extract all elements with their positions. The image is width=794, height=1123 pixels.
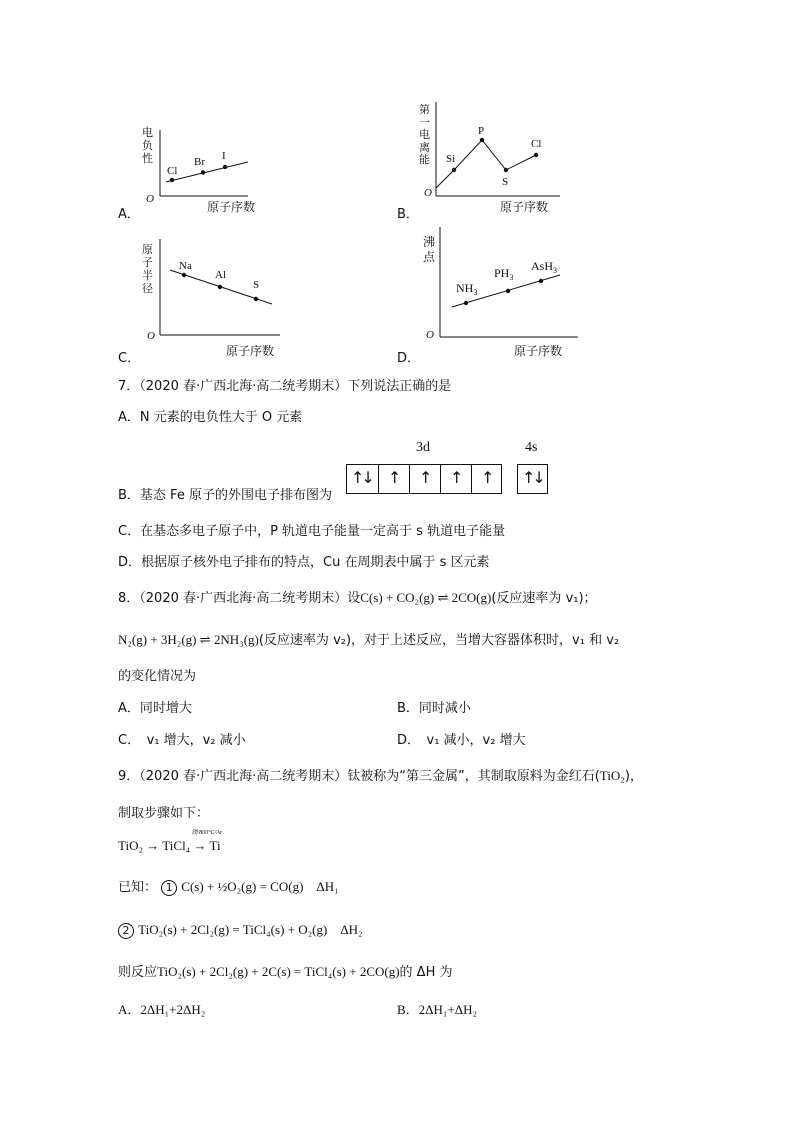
q7-stem: 7．（2020 春·广西北海·高二统考期末）下列说法正确的是	[118, 379, 452, 394]
orbital-3d-box	[409, 465, 439, 493]
q8-stem-line1	[118, 587, 597, 606]
graph-a-point-i	[223, 165, 227, 169]
graph-d-point-nh3	[464, 301, 468, 305]
electron-arrows: ↑↓	[522, 468, 543, 487]
q9-known-eq1	[118, 876, 339, 896]
scheme-ti: Ti	[209, 838, 221, 853]
q9-equation-2: TiO₂(s) + 2Cl₂(g) = TiCl₄(s) + O₂(g) ΔH₂	[138, 922, 363, 937]
q7-option-b: B．基态 Fe 原子的外围电子排布图为	[118, 488, 332, 503]
graph-d-ylabel-char: 点	[423, 250, 436, 264]
graph-d-xlabel: 原子序数	[514, 344, 563, 358]
electron-arrows: ↑	[450, 468, 464, 487]
q7-option-a: A．N 元素的电负性大于 O 元素	[118, 410, 303, 425]
q9-ask-prefix: 则反应	[118, 965, 158, 980]
graph-c-ylabel-char: 径	[142, 282, 153, 295]
graph-b-label-s: S	[502, 176, 509, 188]
graph-c-ylabel-char: 半	[142, 269, 153, 282]
graph-a-ylabel-char: 负	[142, 139, 153, 152]
q9-stem-suffix: )，	[624, 769, 643, 784]
option-b-label: B．	[397, 207, 419, 222]
graph-b-xlabel: 原子序数	[500, 200, 549, 214]
q7-option-d: D．根据原子核外电子排布的特点，Cu 在周期表中属于 s 区元素	[118, 555, 490, 570]
q8-reaction-1: C(s) + CO₂(g) ⇌ 2CO(g)	[360, 590, 492, 605]
graph-b-point-s	[504, 168, 508, 172]
graph-c-label-s: S	[253, 279, 260, 291]
graph-c-origin: O	[147, 330, 155, 342]
graph-c-label-al: Al	[215, 269, 226, 281]
graph-b-point-p	[480, 138, 484, 142]
graph-c-label-na: Na	[179, 260, 192, 272]
graph-d-label-nh3: $NH_3$	[456, 281, 478, 297]
orbital-3d-box	[378, 465, 408, 493]
orbital-3d-label: 3d	[416, 440, 430, 455]
scheme-arrow-2: →	[193, 838, 207, 853]
q8-stem-line2	[118, 629, 619, 648]
q8-rate-2: (反应速率为 v₂)，对于上述反应，当增大容器体积时，v₁ 和 v₂	[258, 633, 620, 648]
orbital-4s-label: 4s	[525, 440, 538, 455]
scheme-arrow-1: →	[146, 838, 160, 853]
electron-arrows: ↑	[388, 468, 402, 487]
graph-b-label-cl: Cl	[531, 138, 542, 150]
graph-b-ylabel-char: 能	[419, 153, 430, 166]
q7-option-c: C．在基态多电子原子中，P 轨道电子能量一定高于 s 轨道电子能量	[118, 524, 506, 539]
q9-ask	[118, 961, 452, 980]
orbital-3d-boxes	[346, 464, 502, 494]
electron-arrows: ↑↓	[351, 468, 372, 487]
graph-a-ylabel	[142, 126, 156, 165]
electron-arrows: ↑	[419, 468, 433, 487]
graph-a-origin: O	[146, 193, 154, 205]
q9-equation-1: C(s) + ½O₂(g) = CO(g) ΔH₁	[181, 879, 339, 894]
q8-reaction-2: N₂(g) + 3H₂(g) ⇌ 2NH₃(g)	[118, 632, 259, 647]
graph-a-label-br: Br	[194, 156, 205, 168]
graph-b-ylabel-char: 电	[419, 128, 430, 141]
q8-stem-prefix: 8．（2020 春·广西北海·高二统考期末）设	[118, 591, 361, 606]
graph-d-origin: O	[426, 329, 434, 341]
q8-option-c: C． v₁ 增大，v₂ 减小	[118, 733, 246, 748]
graph-b-label-p: P	[478, 125, 485, 137]
electron-arrows: ↑	[481, 468, 495, 487]
graph-a-point-cl	[170, 178, 174, 182]
graph-c-xlabel: 原子序数	[226, 344, 275, 358]
q9-option-a: A．2ΔH₁+2ΔH₂	[118, 1002, 206, 1017]
graph-a-trend-line	[166, 162, 248, 182]
graph-a-label-cl: Cl	[167, 165, 178, 177]
scheme-tio2: TiO₂	[118, 838, 144, 853]
graph-d-point-ash3	[539, 279, 543, 283]
q8-option-a: A．同时增大	[118, 701, 192, 716]
graph-d-ylabel-char: 沸	[423, 235, 436, 249]
graph-d-label-ph3: $PH_3$	[494, 266, 514, 282]
graph-b-point-cl	[534, 153, 538, 157]
graph-a-xlabel: 原子序数	[207, 200, 256, 214]
graph-a-ylabel-char: 性	[142, 152, 153, 165]
circled-number-1: 1	[161, 880, 177, 896]
q8-option-b: B．同时减小	[397, 701, 471, 716]
q9-option-b: B．2ΔH₁+ΔH₂	[397, 1002, 478, 1017]
graph-a-label-i: I	[222, 150, 226, 162]
q9-ask-suffix: 的 ΔH 为	[399, 965, 453, 980]
q9-known-prefix: 已知：	[118, 880, 158, 895]
graph-c-ylabel-char: 子	[142, 256, 153, 269]
orbital-3d-box	[347, 465, 377, 493]
graph-c-point-na	[182, 273, 186, 277]
graph-b-origin: O	[424, 187, 432, 199]
scheme-condition: 镁/800°C/Ar	[191, 830, 223, 836]
q9-known-eq2	[118, 919, 363, 939]
graph-c-point-s	[254, 297, 258, 301]
option-d-label: D．	[397, 351, 421, 366]
graph-d-point-ph3	[506, 289, 510, 293]
orbital-4s-box	[517, 464, 548, 494]
q9-ask-reaction: TiO₂(s) + 2Cl₂(g) + 2C(s) = TiCl₄(s) + 2CO(g)	[157, 964, 400, 979]
circled-number-2: 2	[118, 923, 134, 939]
graph-c-svg	[140, 235, 290, 343]
q9-stem-line1	[118, 765, 643, 784]
graph-d-label-ash3: AsH$_3$	[531, 259, 558, 275]
graph-b-ylabel-char: 离	[419, 140, 430, 154]
q9-stem-formula: TiO₂	[599, 768, 625, 783]
graph-a-point-br	[201, 170, 205, 174]
graph-c-ylabel-char: 原	[142, 243, 153, 256]
graph-d-svg	[420, 225, 585, 343]
graph-a-ylabel-char: 电	[142, 126, 153, 139]
orbital-3d-box	[471, 465, 501, 493]
q8-rate-1: (反应速率为 v₁)；	[491, 591, 597, 606]
graph-b-svg	[420, 100, 570, 200]
option-a-label: A．	[118, 207, 140, 222]
scheme-ticl4: TiCl₄	[162, 838, 191, 853]
graph-b-label-si: Si	[446, 153, 456, 165]
graph-c-point-al	[218, 285, 222, 289]
q8-option-d: D． v₁ 减小，v₂ 增大	[397, 733, 526, 748]
graph-b-point-si	[452, 168, 456, 172]
orbital-3d-box	[440, 465, 470, 493]
graph-b-ylabel-char: 一	[419, 115, 430, 129]
q9-stem-line2: 制取步骤如下：	[118, 806, 210, 821]
q8-stem-line3: 的变化情况为	[118, 669, 197, 684]
option-c-label: C．	[118, 351, 141, 366]
q9-stem-prefix: 9．（2020 春·广西北海·高二统考期末）钛被称为“第三金属”，其制取原料为金红石(	[118, 769, 600, 784]
graph-b-ylabel-char: 第	[419, 103, 430, 116]
q9-scheme	[118, 830, 223, 854]
